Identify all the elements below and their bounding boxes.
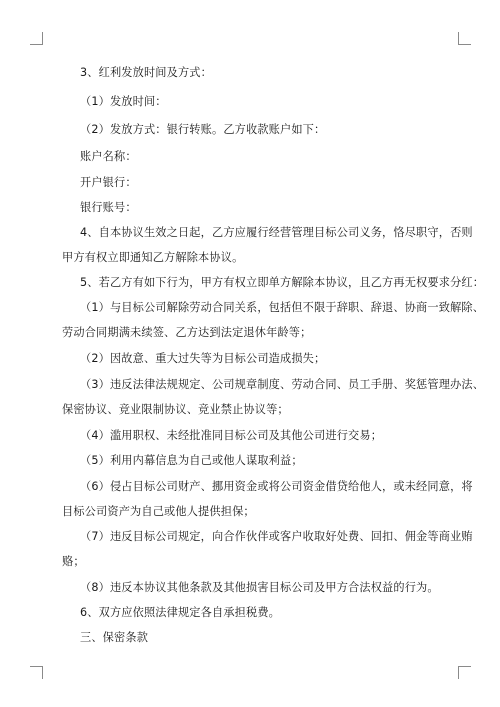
form-field-label: 开户银行： [80,176,137,189]
form-field-label: 银行账号： [80,201,137,214]
paragraph-line: 目标公司资产为自己或他人提供担保； [62,505,255,518]
paragraph-line: 6、双方应依照法律规定各自承担税费。 [80,606,281,619]
paragraph-line: 劳动合同期满未续签、乙方达到法定退休年龄等； [62,326,312,339]
paragraph-line: （8）违反本协议其他条款及其他损害目标公司及甲方合法权益的行为。 [80,581,439,594]
paragraph-line: 5、若乙方有如下行为，甲方有权立即单方解除本协议，且乙方再无权要求分红： [80,276,485,289]
section-heading: 3、红利发放时间及方式： [80,66,212,79]
form-field-label: 账户名称： [80,150,137,163]
crop-mark-bottom-right [458,666,471,679]
paragraph-line: （3）违反法律法规规定、公司规章制度、劳动合同、员工手册、奖惩管理办法、 [80,378,485,391]
paragraph-line: （2）因故意、重大过失等为目标公司造成损失； [80,352,326,365]
paragraph-line: （5）利用内幕信息为自己或他人谋取利益； [80,454,303,467]
crop-mark-top-right [458,32,471,45]
paragraph-line: 保密协议、竞业限制协议、竞业禁止协议等； [62,403,289,416]
paragraph-line: 4、自本协议生效之日起，乙方应履行经营管理目标公司义务，恪尽职守，否则 [80,226,473,239]
paragraph-line: 甲方有权立即通知乙方解除本协议。 [62,251,244,264]
paragraph-line: （7）违反目标公司规定，向合作伙伴或客户收取好处费、回扣、佣金等商业贿 [80,530,473,543]
paragraph-line: （6）侵占目标公司财产、挪用资金或将公司资金借贷给他人，或未经同意，将 [80,480,473,493]
crop-mark-bottom-left [30,666,43,679]
paragraph-line: （4）滥用职权、未经批准同目标公司及其他公司进行交易； [80,429,383,442]
paragraph-line: （1）与目标公司解除劳动合同关系，包括但不限于辞职、辞退、协商一致解除、 [80,301,485,314]
paragraph-line: （2）发放方式：银行转账。乙方收款账户如下： [80,123,326,136]
paragraph-line: （1）发放时间： [80,95,167,108]
section-heading: 三、保密条款 [80,631,149,644]
paragraph-line: 赂； [62,555,85,568]
crop-mark-top-left [30,32,43,45]
